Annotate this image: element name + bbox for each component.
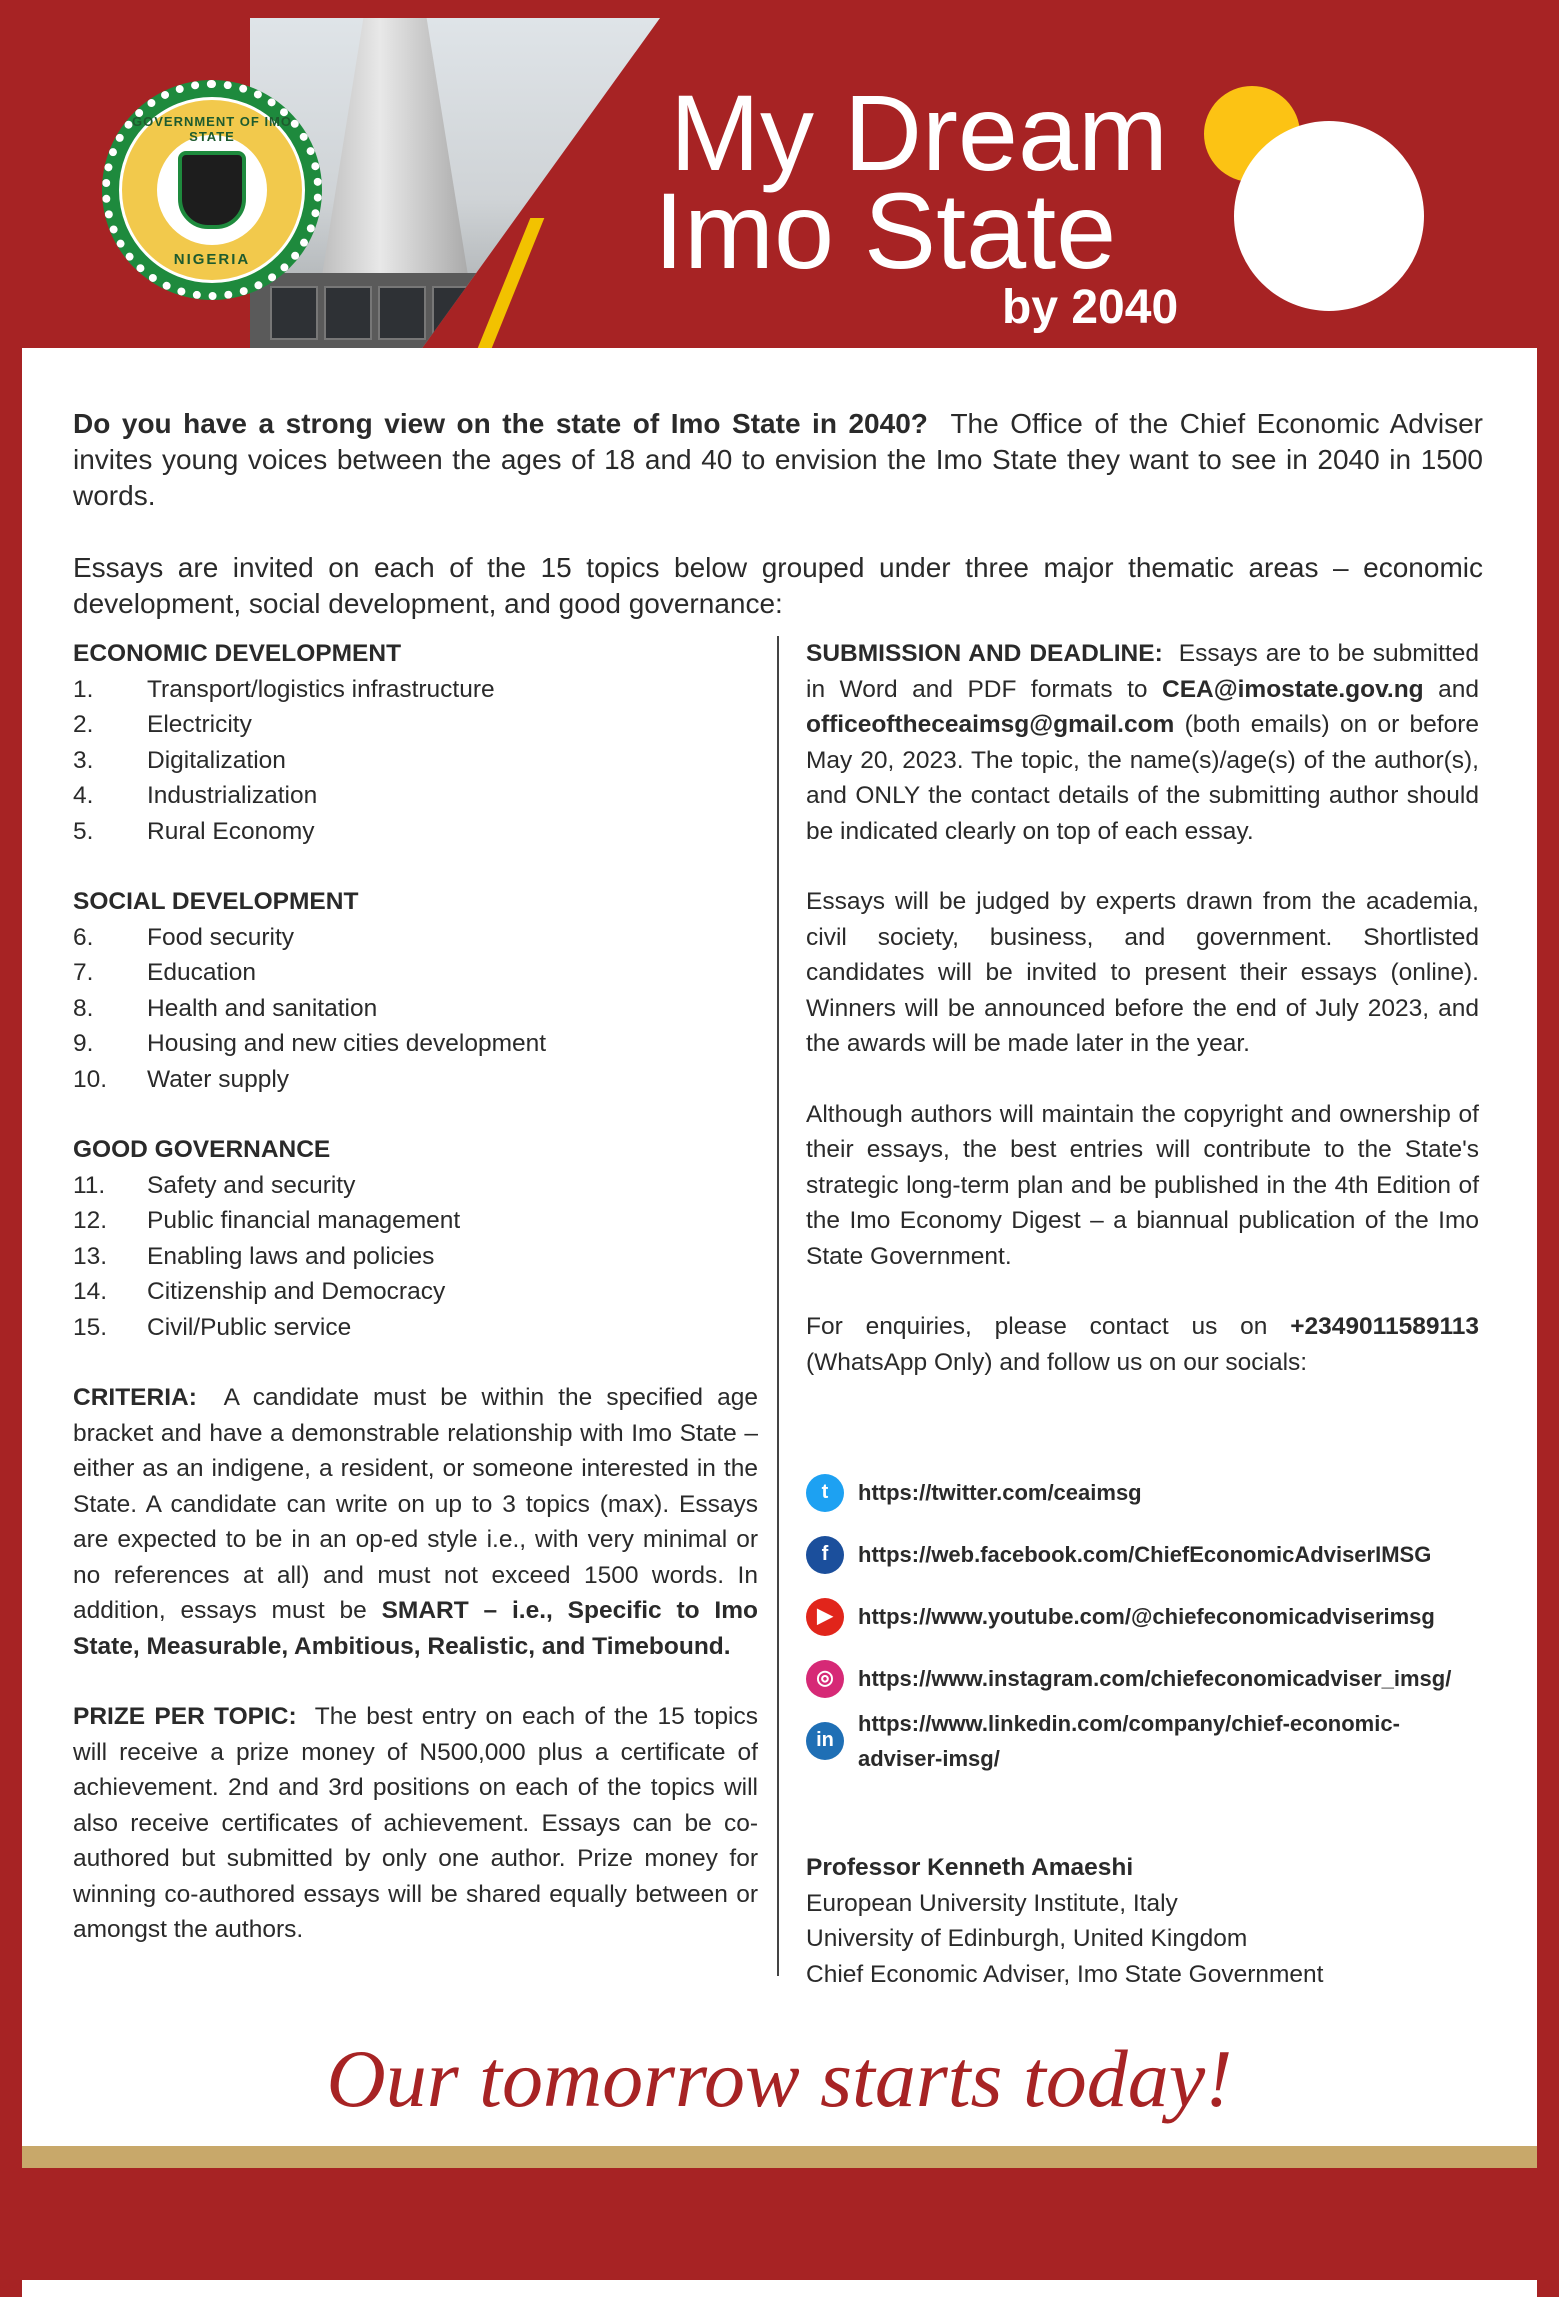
seal-ring [119, 97, 305, 283]
topic-number: 13. [73, 1242, 108, 1270]
prize-text: The best entry on each of the 15 topics will receive a prize money of N500,000 plus a certificate of achievement. 2nd and 3rd positions on each of the topics will also receive certificates of achievement. Essays can be co-authored but submitted by only one author. Prize money for winning co-authored essays will be shared equally between or amongst the authors. [73, 1703, 758, 1943]
topic-item [73, 1203, 758, 1239]
topic-item [73, 1239, 758, 1275]
submission-and: and [1438, 675, 1480, 703]
topic-label: Health and sanitation [147, 994, 378, 1022]
topic-number: 5. [73, 817, 94, 845]
linkedin-icon: in [806, 1722, 844, 1760]
signature [806, 1850, 1479, 1992]
topic-number: 4. [73, 782, 94, 809]
right-column [806, 636, 1479, 1992]
title-line-3: by 2040 [1002, 281, 1179, 334]
topic-label: Public financial management [147, 1207, 461, 1234]
topic-label: Citizenship and Democracy [147, 1278, 446, 1305]
monument-obelisk [320, 18, 470, 288]
plaque [270, 286, 318, 340]
enquiries-phone[interactable]: +2349011589113 [1290, 1313, 1479, 1340]
topic-number: 7. [73, 959, 94, 986]
criteria-label: CRITERIA: [73, 1384, 197, 1411]
topic-item [73, 707, 758, 743]
left-column [73, 636, 758, 1948]
topic-label: Civil/Public service [147, 1313, 352, 1341]
social-link[interactable] [806, 1524, 1479, 1586]
coat-of-arms [157, 135, 267, 245]
social-link[interactable] [806, 1710, 1479, 1772]
judging: Essays will be judged by experts drawn from the academia, civil society, business, and government. Shortlisted candidates will be invited to present their essays (online). Winners will be announced before the end of July 2023, and the awards will be made later in the year. [806, 888, 1479, 1057]
criteria [73, 1380, 758, 1664]
topic-item [73, 920, 758, 956]
plaque [378, 286, 426, 340]
topic-label: Education [147, 959, 256, 986]
topic-item [73, 991, 758, 1027]
prize-label: PRIZE PER TOPIC: [73, 1703, 297, 1730]
criteria-text: A candidate must be within the specified age bracket and have a demonstrable relationship with Imo State – either as an indigene, a resident, or someone interested in the State. A candidate can write on up to 3 topics (max). Essays are expected to be in an op-ed style i.e., with very minimal or no references at all) and must not exceed 1500 words. In addition, essays must be [73, 1384, 758, 1624]
topic-number: 3. [73, 746, 94, 774]
topic-label: Rural Economy [147, 817, 315, 845]
submission-email-1[interactable]: CEA@imostate.gov.ng [1162, 675, 1424, 703]
seal-top-text: GOVERNMENT OF IMO STATE [132, 114, 292, 144]
social-link[interactable] [806, 1648, 1479, 1710]
plaque [324, 286, 372, 340]
title-line-1: My Dream [670, 72, 1169, 193]
white-circle [1234, 121, 1424, 311]
signature-line-2: University of Edinburgh, United Kingdom [806, 1925, 1248, 1952]
social-url[interactable]: https://www.instagram.com/chiefeconomicadviser_imsg/ [858, 1666, 1452, 1692]
topic-label: Electricity [147, 711, 252, 738]
coat-of-arms-shield-icon [178, 151, 246, 229]
topic-number: 14. [73, 1278, 108, 1305]
title-line-2: Imo State [654, 170, 1117, 291]
theme-heading: ECONOMIC DEVELOPMENT [73, 640, 402, 667]
topic-label: Enabling laws and policies [147, 1242, 435, 1270]
topic-number: 9. [73, 1030, 94, 1057]
topic-label: Water supply [147, 1065, 290, 1093]
enquiries [806, 1309, 1479, 1380]
social-url[interactable]: https://twitter.com/ceaimsg [858, 1480, 1142, 1506]
instagram-icon: ◎ [806, 1660, 844, 1698]
prize [73, 1699, 758, 1948]
submission-email-2[interactable]: officeoftheceaimsg@gmail.com [806, 711, 1175, 738]
topic-item [73, 1026, 758, 1062]
topic-number: 10. [73, 1065, 108, 1093]
topic-label: Digitalization [147, 746, 286, 774]
intro [73, 406, 1483, 622]
social-url[interactable]: https://www.linkedin.com/company/chief-economic-adviser-imsg/ [858, 1710, 1400, 1771]
imo-state-seal-logo [102, 80, 322, 300]
copyright: Although authors will maintain the copyright and ownership of their essays, the best entries will contribute to the State's strategic long-term plan and be published in the 4th Edition of the Imo Economy Digest – a biannual publication of the Imo State Government. [806, 1100, 1479, 1270]
submission-label: SUBMISSION AND DEADLINE: [806, 640, 1163, 667]
seal-bottom-text: NIGERIA [173, 251, 251, 268]
enquiries-text-2: (WhatsApp Only) and follow us on our socials: [806, 1348, 1308, 1376]
social-url[interactable]: https://www.youtube.com/@chiefeconomicadviserimsg [858, 1604, 1435, 1630]
topic-number: 12. [73, 1207, 108, 1234]
intro-invite: The Office of the Chief Economic Adviser invites young voices between the ages of 18 and 40 to envision the Imo State they want to see in 2040 in 1500 words. [73, 408, 1483, 511]
signature-line-1: European University Institute, Italy [806, 1889, 1178, 1917]
social-link[interactable] [806, 1462, 1479, 1524]
topics-note: Essays are invited on each of the 15 topics below grouped under three major thematic areas – economic development, social development, and good governance: [73, 552, 1483, 619]
submission [806, 636, 1479, 849]
enquiries-text-1: For enquiries, please contact us on [806, 1313, 1268, 1340]
topic-number: 6. [73, 923, 94, 951]
theme-heading: GOOD GOVERNANCE [73, 1136, 331, 1163]
submission-text-1: Essays are to be submitted in Word and PDF formats to [806, 640, 1479, 703]
topic-item [73, 1062, 758, 1098]
slogan: Our tomorrow starts today! [326, 2033, 1233, 2124]
social-links [806, 1462, 1479, 1772]
intro-paragraph [73, 406, 1483, 514]
topic-item [73, 814, 758, 850]
topic-number: 15. [73, 1313, 108, 1341]
social-link[interactable] [806, 1586, 1479, 1648]
criteria-smart: SMART – i.e., Specific to Imo State, Measurable, Ambitious, Realistic, and Timebound. [73, 1597, 758, 1660]
topic-item [73, 672, 758, 708]
topic-item [73, 778, 758, 814]
theme-heading: SOCIAL DEVELOPMENT [73, 888, 359, 915]
topic-item [73, 1274, 758, 1310]
topic-number: 1. [73, 675, 94, 703]
topic-label: Food security [147, 923, 295, 951]
gold-band [22, 2146, 1537, 2168]
intro-question: Do you have a strong view on the state of Imo State in 2040? [73, 408, 928, 439]
topic-label: Housing and new cities development [147, 1030, 547, 1057]
youtube-icon: ▶ [806, 1598, 844, 1636]
themes-list [73, 636, 758, 1380]
social-url[interactable]: https://web.facebook.com/ChiefEconomicAdviserIMSG [858, 1542, 1432, 1568]
topic-number: 2. [73, 711, 94, 738]
twitter-icon: t [806, 1474, 844, 1512]
signature-line-3: Chief Economic Adviser, Imo State Government [806, 1960, 1324, 1988]
submission-text-2: (both emails) on or before May 20, 2023. The topic, the name(s)/age(s) of the author(s), and ONLY the contact details of the submitting author should be indicated clearly on top of each essay. [806, 711, 1480, 845]
facebook-icon: f [806, 1536, 844, 1574]
topic-label: Safety and security [147, 1171, 356, 1199]
footer-band [22, 2168, 1537, 2280]
plaque [432, 286, 480, 340]
topic-item [73, 1310, 758, 1346]
topic-item [73, 743, 758, 779]
topic-item [73, 955, 758, 991]
topic-label: Transport/logistics infrastructure [147, 675, 495, 703]
topic-number: 11. [73, 1171, 106, 1199]
signature-name: Professor Kenneth Amaeshi [806, 1854, 1134, 1881]
topic-item [73, 1168, 758, 1204]
topic-number: 8. [73, 994, 94, 1022]
topic-label: Industrialization [147, 782, 318, 809]
header-banner [22, 18, 1537, 348]
column-divider [777, 636, 779, 1976]
